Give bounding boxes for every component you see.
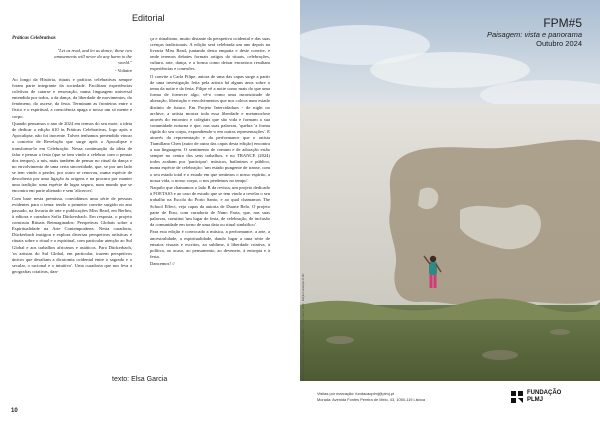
magazine-subtitle: Paisagem: vista e panorama xyxy=(486,30,582,39)
magazine-date: Outubro 2024 xyxy=(536,39,582,48)
page-heading: Editorial xyxy=(132,13,165,23)
paragraph: Quando pensamos o ano de 2024 em termos do seu mote, a ideia de dedicar a edição #10 às Práticas Celebrativas, logo após o Apocalipse, não foi inocente. Talvez tenhamos pretendido vincar o conceito de Revelação que surge após o Apocalipse e transforma-lo em Celebração. Nessa continuação da ideia de falar e pensar a festa (que se tem vindo a celebrar com o pensar dos tempos), a nós, mais também de pensar no ritual da dança e no envolvimento de uma certa sincretidade, que, se por um lado se tem vindo a perder, por outro se renovou, numa espécie de descoberta por uma ligação às origens e na procura por manter uma tradição: uma espécie de lugar seguro, num mundo que se encontra em parte alienado e sem 'alicerces'. xyxy=(12,121,132,194)
logo-line-2: PLMJ xyxy=(527,397,544,403)
paragraph: Para esta edição é convocado a música, a performance, a arte, a ancestralidade, a espiritualidade, dando lugar a uma série de ensaios visuais e escritos, ao sublime, à liberdade criativa, à política, ao acaso, ao pensamento, ao deveneio, à entropia e à festa. xyxy=(150,229,270,259)
logo-line-1: FUNDAÇÃO xyxy=(527,390,562,396)
magazine-title: FPM#5 xyxy=(543,16,582,30)
paragraph: Dancemos! // xyxy=(150,261,175,267)
paragraph: Naquilo que chamamos o lado B da revista, um projeto dedicado à FOETAS3 e ao caso de estudo que se tem vindo a revelar o seu trabalho na Escola do Porto Santo, e ao qual chamamos The School Effect, veja capas da autoria de Duarte Belo. O projeto parte de Etsu, com curadoria de Nuno Faria, que, nas suas palavras, constitui 'um lugar de festa, de celebração, de inclusão da comunidade em torno de uma data ou ritual simbólico'. xyxy=(150,185,270,227)
photo-credit: Fotografia de Duarte Belo: The School Effect — Porto Santo, 2024 · Edição Fundação PLMJ xyxy=(302,273,305,380)
photo-illustration xyxy=(300,0,600,381)
article-subtitle: Práticas Celebrativas xyxy=(12,36,56,41)
page-number: 10 xyxy=(11,408,18,414)
magazine-masthead xyxy=(487,16,582,48)
right-page xyxy=(300,0,600,425)
cover-photo xyxy=(300,0,600,381)
paragraph: ça e ritualismo, muito distante da perspetiva ocidental e das suas crenças tradicionais. A edição será celebrada um ano depois na livraria Miss Read, juntando desta empatia e deste convite, e onde teremos debates formais artigos do rituais, celebrações, cultura, arte, dança, e a forma como deixar encontros resultam experiências e conexões. xyxy=(150,36,270,72)
paragraph: O convite a Carla Filipe, autora de uma das capas surge a partir de uma investigação feita pela artista há alguns anos sobre o tema da noite e da festa. Filipe vê a noite como mais do que uma forma de fornecer algo, vê-o como uma inconsistude de alteração, libertação e envolvimentos que nos coloca num estado distinto de futuro. Em Projeto Intercidadaos - de night no archive, a artista mostra toda essa liberdade e metamorfose através do encontro e colegiais que são vida e formam a sua comunidade noturna e que, nas suas palavras, 'quebra 'a forma rígida do seu corpo, expondiendo-o em outras representações'. E através da representação e da performance que o artista Tiamillano Chen (autor de outra das capas desta edição) encontra a sua linguagem. O sentimento de comum e de adoração estão sempre no centro dos seus trabalhos, e no TRANCE (2024) todos acabam por 'participar': músicos, bailarinos e público, numa espécie de celebração: 'um estado pungente de transe, com o seu estado total e o estado em que sentimos o nosso espírito, a nossa vida, o nosso corpo, o nos perdemos no tempo'. xyxy=(150,74,270,183)
footer-address: Morada: Avenida Fontes Pereira de Melo, 43, 1050-119 Lisboa xyxy=(317,396,425,402)
fpmj-logo-icon xyxy=(510,390,524,404)
text-column-2 xyxy=(150,36,270,269)
byline: texto: Elsa Garcia xyxy=(112,376,168,383)
text-column-1 xyxy=(12,36,132,276)
epigraph-source: - Voltaire xyxy=(114,67,132,73)
footer-visits: Visitas por marcação: fundacaoplmj@plmj.pt xyxy=(317,391,394,396)
paragraph: Ao longo da História, rituais e práticas celebrativas sempre foram parte integrante da sociedade. Facilitam experiências coletivas de catarse e renovação, numa linguagem universal entendida por todos, a da dança, da liberdade de movimentos, do fenómeno, do ascese, da festa. Terminam as fronteiras entre o físico e o espiritual, a consciência apaga o nosso um só mente e corpo. xyxy=(12,76,132,119)
footer-info xyxy=(317,391,425,402)
paragraph: Com base nesta premissa, convidámos uma série de pessoas evidentes para o tema: tendo o primeiro convite surgido no ano passado, na livraria de arte e publicações Miss Read, em Berlim, à editora e curadora Sofia Dückersbach. Em resposta, o projeto construiu Rituais Reimaginados: Perspetivas Globais sobre a Espiritualidade na Arte Contemporânea. Nesta curadoria, Dückerbach instigou e explora diversas perspetivas artísticas e rituais sobre o ritual e o espiritual, com particular atenção ao Sul Global e aos trabalhos africanos e asiáticos. Para Dückerbach, 'os artistas do Sul Global, em particular, trazem perspetivos únicos que desafiam a dicotomia ocidental entre o sagrado e o secular, o racional e o intuitivo'. Uma curadoria que nos leva a geografias criativas, dan- xyxy=(12,195,132,274)
epigraph-quote: "Let us read, and let us dance; these two amusements will never do any harm to the world." xyxy=(54,48,132,66)
logo-wordmark xyxy=(527,390,561,404)
fundacao-plmj-logo xyxy=(510,390,561,404)
page-footer xyxy=(300,381,600,425)
